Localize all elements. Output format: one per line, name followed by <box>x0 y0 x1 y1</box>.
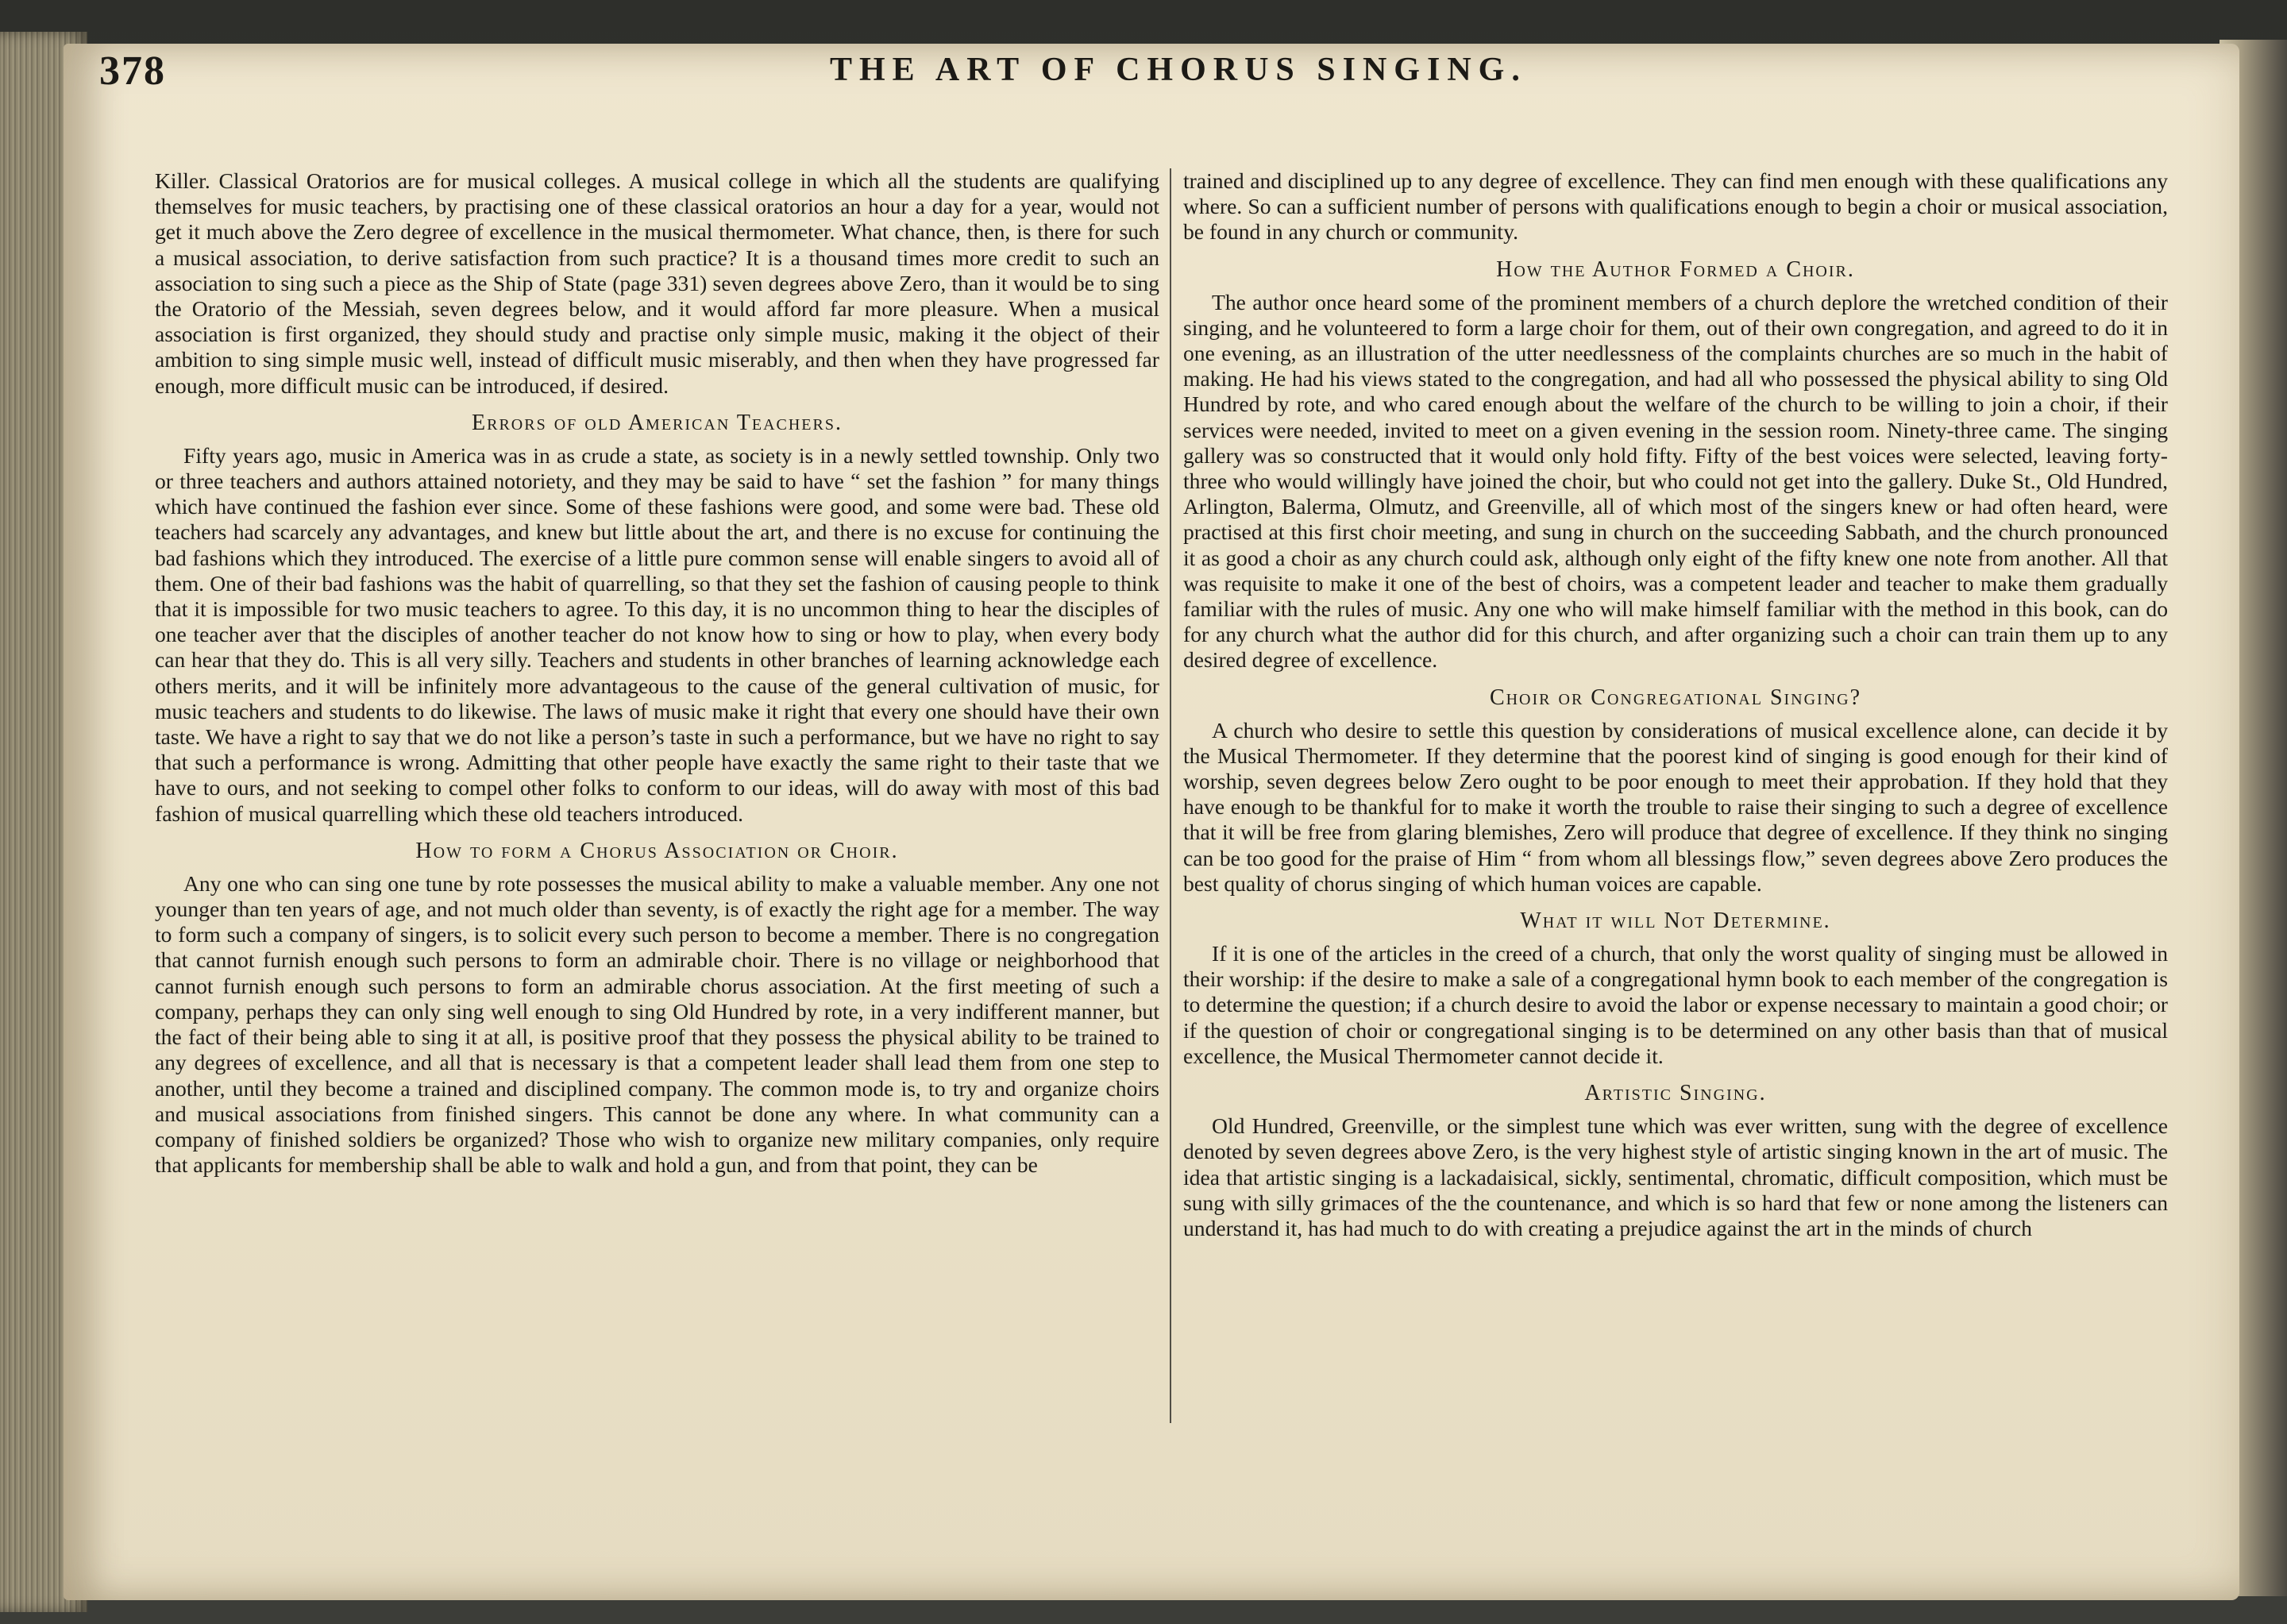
left-column <box>155 168 1159 1178</box>
running-title: THE ART OF CHORUS SINGING. <box>830 52 1527 88</box>
right-column <box>1183 168 2168 1241</box>
paragraph: trained and disciplined up to any degree of excellence. They can find men enough with these qualifications any where. So can a sufficient number of persons with qualifications enough to begin a choir or musical association, be found in any church or community. <box>1183 168 2168 245</box>
paragraph: Old Hundred, Greenville, or the simplest tune which was ever written, sung with the degree of excellence denoted by seven degrees above Zero, is the very highest style of artistic singing known in the art of music. The idea that artistic singing is a lackadaisical, sickly, sentimental, chromatic, difficult composition, which must be sung with silly grimaces of the the countenance, and which is so hard that few or none among the listeners can understand it, has had much to do with creating a prejudice against the art in the minds of church <box>1183 1113 2168 1240</box>
page-number: 378 <box>99 48 166 94</box>
section-heading: How the Author Formed a Choir. <box>1496 257 1855 282</box>
paragraph: Fifty years ago, music in America was in as crude a state, as society is in a newly settled township. Only two or three teachers and authors attained notoriety, and they may be said to have “ set the fashion ” for many things which have continued the fashion ever since. Some of these fashions were good, and some were bad. These old teachers had scarcely any advantages, and knew but little about the art, and there is no excuse for continuing the bad fashions which they introduced. The exercise of a little pure common sense will enable singers to avoid all of them. One of their bad fashions was the habit of quarrelling, so that they set the fashion of causing people to think that it is impossible for two music teachers to agree. To this day, it is no uncommon thing to hear the disciples of one teacher aver that the disciples of another teacher do not know how to sing or how to play, when every body can hear that they do. This is all very silly. Teachers and students in other branches of learning acknowledge each others merits, and it will be infinitely more advantageous to the cause of the general cultivation of music, for music teachers and students to do likewise. The laws of music make it right that every one should have their own taste. We have a right to say that we do not like a person’s taste in such a performance, but we have no right to say that such a performance is wrong. Admitting that other people have exactly the same right to their taste that we have to ours, and not seeking to compel other folks to conform to our ideas, will do away with most of this bad fashion of musical quarrelling which these old teachers introduced. <box>155 442 1159 826</box>
paragraph: A church who desire to settle this question by considerations of musical excellence alone, can decide it by the Musical Thermometer. If they determine that the poorest kind of singing is good enough for their kind of worship, seven degrees below Zero ought to be poor enough to meet their approbation. If they hold that they have enough to be thankful for to make it worth the trouble to raise their singing to such a degree of excellence that it will be free from glaring blemishes, Zero will produce that degree of excellence. If they think no singing can be too good for the praise of Him “ from whom all blessings flow,” seven degrees above Zero produces the best quality of chorus singing of which human voices are capable. <box>1183 717 2168 896</box>
paragraph: Any one who can sing one tune by rote possesses the musical ability to make a valuable member. Any one not younger than ten years of age, and not much older than seventy, is of exactly the right age for a member. The way to form such a company of singers, is to solicit every such person to become a member. There is no congregation that cannot furnish enough such persons to form an admirable choir. There is no village or neighborhood that cannot furnish enough such persons to form an admirable chorus association. At the first meeting of such a company, perhaps they can only sing well enough to sing Old Hundred by rote, in a very indifferent manner, but the fact of their being able to sing it at all, is positive proof that they possess the physical ability to be trained to any degrees of excellence, and all that is necessary is that a competent leader shall lead them from one step to another, until they become a trained and disciplined company. The common mode is, to try and organize choirs and musical associations from finished singers. This cannot be done any where. In what community can a company of finished soldiers be organized? Those who wish to organize new military companies, only require that applicants for membership shall be able to walk and hold a gun, and from that point, they can be <box>155 870 1159 1178</box>
section-heading: Choir or Congregational Singing? <box>1489 685 1862 710</box>
page-header <box>99 48 2132 111</box>
paragraph: Killer. Classical Oratorios are for musical colleges. A musical college in which all the students are qualifying themselves for music teachers, by practising one of these classical oratorios an hour a day for a year, would not get it much above the Zero degree of excellence in the musical thermometer. What chance, then, is there for such a musical association, to derive satisfaction from such practice? It is a thousand times more credit to such an association to sing such a piece as the Ship of State (page 331) seven degrees above Zero, than it would be to sing the Oratorio of the Messiah, seven degrees below, and it would afford far more pleasure. When a musical association is first organized, they should study and practise only simple music, making it the object of their ambition to sing simple music well, instead of difficult music miserably, and then when they have progressed far enough, more difficult music can be introduced, if desired. <box>155 168 1159 398</box>
section-heading: Artistic Singing. <box>1584 1081 1767 1106</box>
column-divider <box>1170 168 1171 1423</box>
section-heading: How to form a Chorus Association or Choir. <box>415 838 899 863</box>
paragraph: The author once heard some of the prominent members of a church deplore the wretched condition of their singing, and he volunteered to form a large choir for them, out of their own congregation, and agreed to do it in one evening, as an illustration of the utter needlessness of the complaints churches are so much in the habit of making. He had his views stated to the congregation, and had all who possessed the physical ability to sing Old Hundred by rote, and who cared enough about the welfare of the church to be willing to join a choir, if their services were needed, invited to meet on a given evening in the session room. Ninety-three came. The singing gallery was so constructed that it would only hold fifty. Fifty of the best voices were selected, leaving forty-three who would willingly have joined the choir, but who could not get into the gallery. Duke St., Old Hundred, Arlington, Balerma, Olmutz, and Greenville, all of which most of the singers knew or had often heard, were practised at this first choir meeting, and sung in church on the succeeding Sabbath, and the church pronounced it as good a choir as any church could ask, although only eight of the fifty knew one note from another. All that was requisite to make it one of the best of choirs, was a competent leader and teacher to make them gradually familiar with the rules of music. Any one who will make himself familiar with the method in this book, can do for any church what the author did for this church, and after organizing such a choir can train them up to any desired degree of excellence. <box>1183 289 2168 673</box>
section-heading: Errors of old American Teachers. <box>472 410 843 435</box>
paragraph: If it is one of the articles in the creed of a church, that only the worst quality of singing must be allowed in their worship: if the desire to make a sale of a congregational hymn book to each member of the congregation is to determine the question; if a church desire to avoid the labor or expense necessary to maintain a good choir; or if the question of choir or congregational singing is to be determined on any other basis than that of musical excellence, the Musical Thermometer cannot decide it. <box>1183 941 2168 1068</box>
section-heading: What it will Not Determine. <box>1520 908 1831 934</box>
